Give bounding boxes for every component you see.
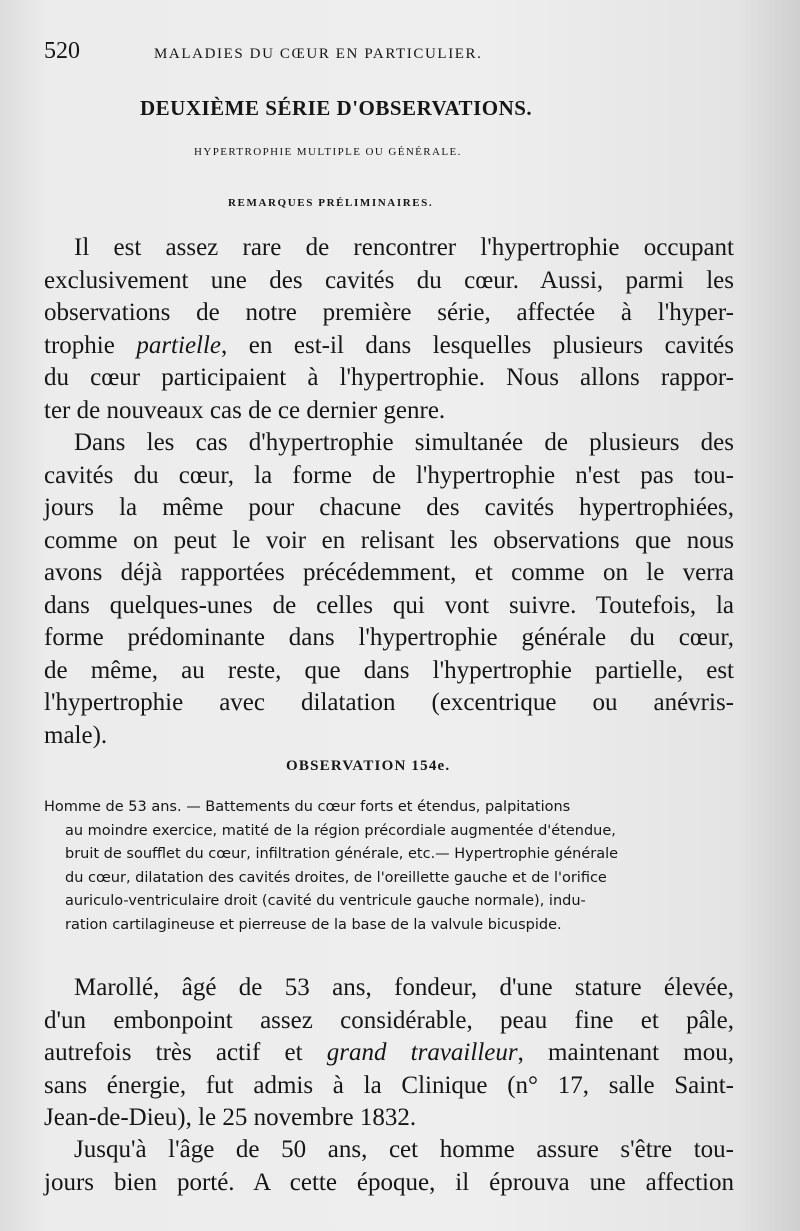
text-line: Marollé, âgé de 53 ans, fondeur, d'une stature élevée, bbox=[74, 974, 734, 1001]
section-subtitle: HYPERTROPHIE MULTIPLE OU GÉNÉRALE. bbox=[194, 146, 462, 158]
page-number: 520 bbox=[44, 38, 80, 64]
text-line: male). bbox=[44, 721, 108, 749]
text-line: d'un embonpoint assez considérable, peau fine et pâle, bbox=[44, 1006, 734, 1034]
text-line: Dans les cas d'hypertrophie simultanée de plusieurs des bbox=[74, 429, 734, 456]
observation-summary bbox=[44, 796, 734, 937]
text-line: ter de nouveaux cas de ce dernier genre. bbox=[44, 396, 446, 424]
text-line: Jusqu'à l'âge de 50 ans, cet homme assure s'être tou- bbox=[74, 1136, 734, 1163]
intro-paragraph-1 bbox=[44, 232, 734, 427]
text-line: jours bien porté. A cette époque, il éprouva une affection bbox=[44, 1168, 734, 1196]
text-line: forme prédominante dans l'hypertrophie générale du cœur, bbox=[44, 624, 734, 651]
running-head bbox=[44, 38, 744, 68]
text-line: trophie partielle, en est-il dans lesquelles plusieurs cavités bbox=[44, 331, 734, 359]
summary-line: ration cartilagineuse et pierreuse de la base de la valvule bicuspide. bbox=[65, 916, 562, 933]
summary-line: Homme de 53 ans. — Battements du cœur forts et étendus, palpitations bbox=[44, 799, 571, 815]
text-line: jours la même pour chacune des cavités hypertrophiées, bbox=[44, 494, 734, 521]
text-line: dans quelques-unes de celles qui vont suivre. Toutefois, la bbox=[44, 591, 734, 619]
summary-line: du cœur, dilatation des cavités droites, de l'oreillette gauche et de l'orifice bbox=[65, 869, 607, 886]
text-line: sans énergie, fut admis à la Clinique (n° 17, salle Saint- bbox=[44, 1071, 734, 1099]
intro-paragraph-2 bbox=[44, 427, 734, 752]
section-title: DEUXIÈME SÉRIE D'OBSERVATIONS. bbox=[140, 96, 533, 120]
text-line: avons déjà rapportées précédemment, et comme on le verra bbox=[44, 559, 734, 586]
summary-line: auriculo-ventriculaire droit (cavité du ventricule gauche normale), indu- bbox=[65, 893, 586, 909]
text-line: cavités du cœur, la forme de l'hypertrophie n'est pas tou- bbox=[44, 461, 734, 489]
text-line: observations de notre première série, affectée à l'hyper- bbox=[44, 299, 734, 326]
text-line: du cœur participaient à l'hypertrophie. Nous allons rappor- bbox=[44, 364, 734, 391]
summary-line: au moindre exercice, matité de la région précordiale augmentée d'étendue, bbox=[65, 822, 616, 839]
text-line: Il est assez rare de rencontrer l'hypertrophie occupant bbox=[74, 234, 734, 261]
text-line: comme on peut le voir en relisant les observations que nous bbox=[44, 526, 734, 554]
running-title: MALADIES DU CŒUR EN PARTICULIER. bbox=[154, 46, 483, 62]
observation-paragraph-1 bbox=[44, 972, 734, 1135]
summary-line: bruit de soufflet du cœur, infiltration générale, etc.— Hypertrophie générale bbox=[65, 846, 619, 862]
text-line: Jean-de-Dieu), le 25 novembre 1832. bbox=[44, 1104, 417, 1131]
observation-title: OBSERVATION 154e. bbox=[286, 758, 451, 774]
text-line: exclusivement une des cavités du cœur. Aussi, parmi les bbox=[44, 266, 734, 294]
observation-paragraph-2 bbox=[44, 1134, 734, 1199]
text-line: l'hypertrophie avec dilatation (excentrique ou anévris- bbox=[44, 689, 734, 716]
text-line: de même, au reste, que dans l'hypertrophie partielle, est bbox=[44, 656, 734, 684]
text-line: autrefois très actif et grand travailleur, maintenant mou, bbox=[44, 1039, 734, 1066]
preliminary-heading: REMARQUES PRÉLIMINAIRES. bbox=[228, 197, 434, 209]
